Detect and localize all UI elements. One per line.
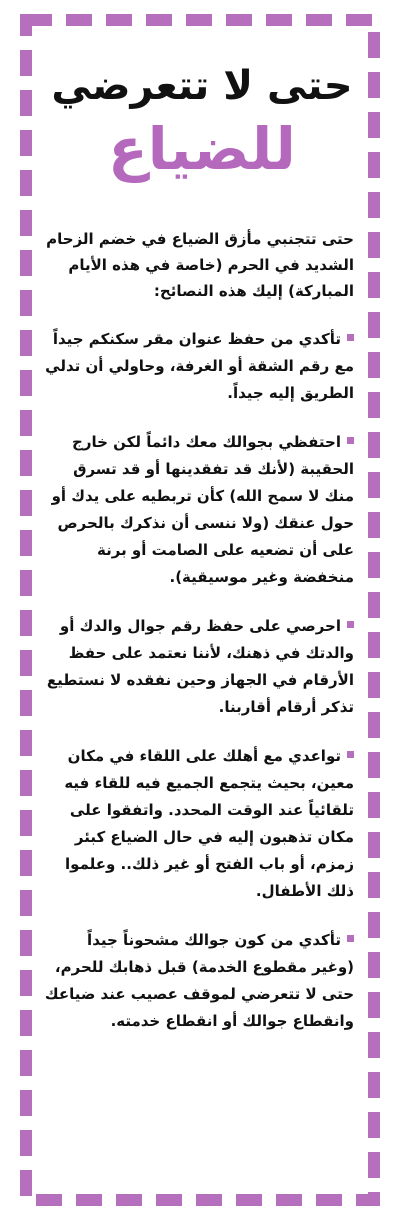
tip-item [44, 927, 360, 1035]
square-bullet-icon [347, 334, 354, 341]
square-bullet-icon [347, 751, 354, 758]
tip-text: احتفظي بجوالك معك دائماً لكن خارج الحقيبة (لأنك قد تفقدينها أو قد تسرق منك لا سمح الله) كأن تربطيه على يدك أو حول عنقك (ولا ننسى أن نذكرك بالحرص على أن تضعيه على الصامت أو برنة منخفضة وغير موسيقية). [51, 433, 354, 586]
square-bullet-icon [347, 437, 354, 444]
title-line-1: حتى لا تتعرضي [51, 63, 353, 109]
square-bullet-icon [347, 621, 354, 628]
tip-text: تأكدي من كون جوالك مشحوناً جيداً (وغير مقطوع الخدمة) قبل ذهابك للحرم، حتى لا تتعرضي لموقف عصيب عند ضياعك وانقطاع جوالك أو انقطاع خدمته. [44, 931, 354, 1030]
tip-item [44, 429, 360, 591]
tip-text: احرصي على حفظ رقم جوال والدك أو والدتك في ذهنك، لأننا نعتمد على حفظ الأرقام في الجهاز وحين نفقده لا نستطيع تذكر أرقام أقاربنا. [46, 617, 354, 716]
tip-text: تأكدي من حفظ عنوان مقر سكنكم جيداً مع رقم الشقة أو الغرفة، وحاولي أن تدلي الطريق إليه جيداً. [45, 330, 354, 402]
tip-text: تواعدي مع أهلك على اللقاء في مكان معين، بحيث يتجمع الجميع فيه للقاء فيه تلقائياً عند الوقت المحدد. واتفقوا على مكان تذهبون إليه في حال الضياع كبئر زمزم، أو باب الفتح أو غير ذلك.. وعلموا ذلك الأطفال. [64, 747, 354, 900]
tip-item [44, 613, 360, 721]
article [44, 62, 360, 1192]
tip-item [44, 326, 360, 407]
title-line-2: للضياع [108, 115, 296, 183]
article-title [44, 63, 360, 183]
square-bullet-icon [347, 935, 354, 942]
tip-item [44, 743, 360, 905]
intro-paragraph: حتى تتجنبي مأزق الضياع في خضم الزحام الشديد في الحرم (خاصة في هذه الأيام المباركة) إليك هذه النصائح: [46, 230, 354, 300]
